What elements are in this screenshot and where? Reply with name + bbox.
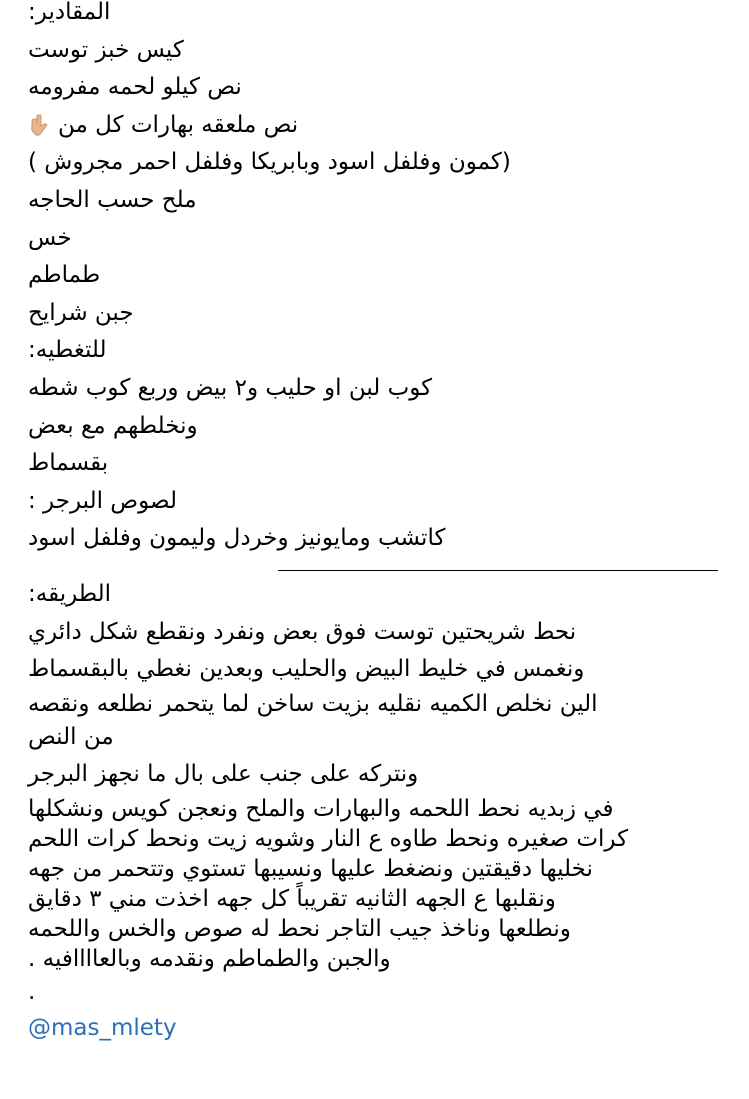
trailing-dot: .: [28, 978, 36, 1005]
ingredient-line-spices: [28, 107, 718, 145]
ingredient-line: جبن شرايح: [28, 299, 134, 326]
pointing-down-icon: [28, 113, 52, 137]
ingredient-line: ونخلطهم مع بعض: [28, 412, 198, 439]
method-line: ونقلبها ع الجهه الثانيه تقريباً كل جهه اخذت مني ٣ دقايق: [28, 885, 556, 912]
note-text: [28, 0, 718, 1041]
method-line: ونغمس في خليط البيض والحليب وبعدين نغطي بالبقسماط: [28, 656, 585, 683]
method-line: ونطلعها وناخذ جيب التاجر نحط له صوص والخس واللحمه: [28, 915, 571, 942]
method-line: من النص: [28, 723, 114, 750]
ingredient-line: نص ملعقه بهارات كل من: [58, 111, 299, 138]
ingredient-line: (كمون وفلفل اسود وبابريكا وفلفل احمر مجروش ): [28, 149, 511, 176]
method-line: كرات صغيره ونحط طاوه ع النار وشويه زيت ونحط كرات اللحم: [28, 825, 629, 852]
method-line: نخليها دقيقتين ونضغط عليها ونسيبها تستوي وتتحمر من جهه: [28, 855, 593, 882]
ingredient-line: ملح حسب الحاجه: [28, 186, 197, 213]
author-handle-link[interactable]: @mas_mlety: [28, 1015, 177, 1042]
ingredient-line: طماطم: [28, 262, 101, 289]
ingredient-line: كاتشب ومايونيز وخردل وليمون وفلفل اسود: [28, 525, 446, 552]
ingredient-line: نص كيلو لحمه مفرومه: [28, 74, 242, 101]
ingredient-line: كوب لبن او حليب و٢ بيض وربع كوب شطه: [28, 374, 433, 401]
coating-heading: للتغطيه:: [28, 337, 107, 364]
ingredients-heading: المقادير:: [28, 0, 111, 25]
method-line: الين نخلص الكميه نقليه بزيت ساخن لما يتحمر نطلعه ونقصه: [28, 690, 598, 717]
method-line: في زبديه نحط اللحمه والبهارات والملح ونعجن كويس ونشكلها: [28, 795, 614, 822]
method-heading: الطريقه:: [28, 580, 112, 607]
ingredient-line: بقسماط: [28, 450, 109, 477]
method-line: نحط شريحتين توست فوق بعض ونفرد ونقطع شكل دائري: [28, 618, 577, 645]
ingredient-line: خس: [28, 224, 72, 251]
sauce-heading: لصوص البرجر :: [28, 487, 177, 514]
method-line: ونتركه على جنب على بال ما نجهز البرجر: [28, 761, 419, 788]
divider: [278, 570, 718, 572]
ingredient-line: كيس خبز توست: [28, 36, 184, 63]
method-line: والجبن والطماطم ونقدمه وبالعاااافيه .: [28, 945, 391, 972]
